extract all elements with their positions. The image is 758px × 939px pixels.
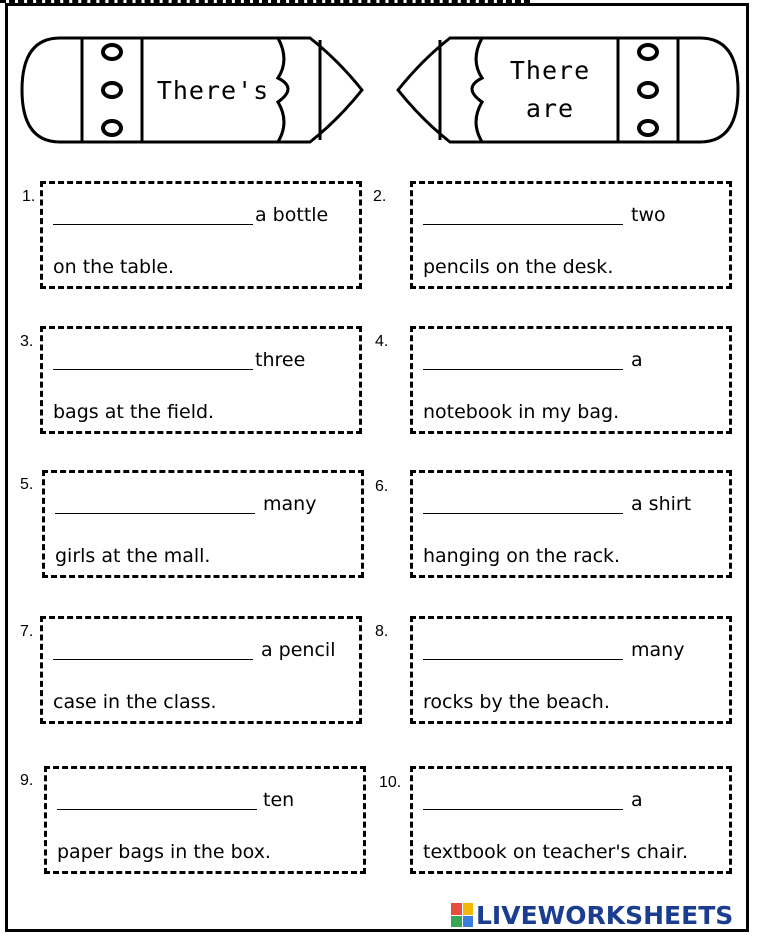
- sentence-line2: pencils on the desk.: [423, 256, 614, 278]
- answer-input-9[interactable]: [57, 787, 257, 809]
- item-number: 3.: [20, 333, 34, 350]
- answer-input-10[interactable]: [423, 787, 623, 809]
- answer-input-8[interactable]: [423, 637, 623, 659]
- sentence-line2: textbook on teacher's chair.: [423, 841, 689, 863]
- header-label-theres: There's: [156, 76, 270, 105]
- answer-input-2[interactable]: [423, 202, 623, 224]
- sentence-line2: girls at the mall.: [55, 545, 211, 567]
- answer-input-4[interactable]: [423, 347, 623, 369]
- sentence-line2: case in the class.: [53, 691, 217, 713]
- answer-blank-4[interactable]: [423, 347, 623, 370]
- exercise-card-8: [410, 616, 732, 724]
- item-number: 5.: [20, 476, 34, 493]
- sentence-part: a: [631, 789, 643, 811]
- answer-blank-10[interactable]: [423, 787, 623, 810]
- item-number: 4.: [375, 333, 389, 350]
- sentence-line2: notebook in my bag.: [423, 401, 620, 423]
- answer-input-5[interactable]: [55, 491, 255, 513]
- exercise-card-10: [410, 766, 732, 874]
- answer-blank-8[interactable]: [423, 637, 623, 660]
- exercise-card-9: [44, 766, 366, 874]
- sentence-part: a shirt: [631, 493, 692, 515]
- exercise-card-2: [410, 181, 732, 289]
- answer-blank-6[interactable]: [423, 491, 623, 514]
- sentence-line2: bags at the field.: [53, 401, 215, 423]
- sentence-part: ten: [263, 789, 295, 811]
- answer-blank-2[interactable]: [423, 202, 623, 225]
- sentence-part: a: [631, 349, 643, 371]
- sentence-part: a pencil: [261, 639, 336, 661]
- liveworksheets-logo[interactable]: [451, 901, 733, 929]
- answer-blank-7[interactable]: [53, 637, 253, 660]
- sentence-part: many: [631, 639, 685, 661]
- sentence-part: three: [255, 349, 306, 371]
- item-number: 10.: [379, 774, 402, 791]
- sentence-line2: rocks by the beach.: [423, 691, 610, 713]
- answer-blank-3[interactable]: [53, 347, 253, 370]
- item-number: 1.: [22, 188, 36, 205]
- exercise-card-3: [40, 326, 362, 434]
- liveworksheets-logo-icon: [451, 903, 473, 927]
- item-number: 6.: [375, 478, 389, 495]
- logo-text: LIVEWORKSHEETS: [476, 900, 734, 930]
- item-number: 2.: [373, 188, 387, 205]
- sentence-line2: hanging on the rack.: [423, 545, 621, 567]
- header-label-there: There: [509, 56, 591, 85]
- item-number: 8.: [375, 623, 389, 640]
- item-number: 9.: [20, 772, 34, 789]
- sentence-part: two: [631, 204, 666, 226]
- header-label-are: are: [525, 94, 575, 123]
- answer-blank-5[interactable]: [55, 491, 255, 514]
- exercise-card-4: [410, 326, 732, 434]
- crayon-header-right: [390, 30, 740, 150]
- item-number: 7.: [20, 623, 34, 640]
- answer-blank-1[interactable]: [53, 202, 253, 225]
- exercise-card-5: [42, 470, 364, 578]
- sentence-part: a bottle: [255, 204, 329, 226]
- exercise-card-1: [40, 181, 362, 289]
- answer-input-3[interactable]: [53, 347, 253, 369]
- top-dashed-line: [0, 0, 530, 3]
- answer-input-1[interactable]: [53, 202, 253, 224]
- sentence-line2: on the table.: [53, 256, 175, 278]
- answer-input-6[interactable]: [423, 491, 623, 513]
- sentence-line2: paper bags in the box.: [57, 841, 271, 863]
- exercise-card-6: [410, 470, 732, 578]
- answer-blank-9[interactable]: [57, 787, 257, 810]
- exercise-card-7: [40, 616, 362, 724]
- sentence-part: many: [263, 493, 317, 515]
- answer-input-7[interactable]: [53, 637, 253, 659]
- crayon-header-left: [20, 30, 370, 150]
